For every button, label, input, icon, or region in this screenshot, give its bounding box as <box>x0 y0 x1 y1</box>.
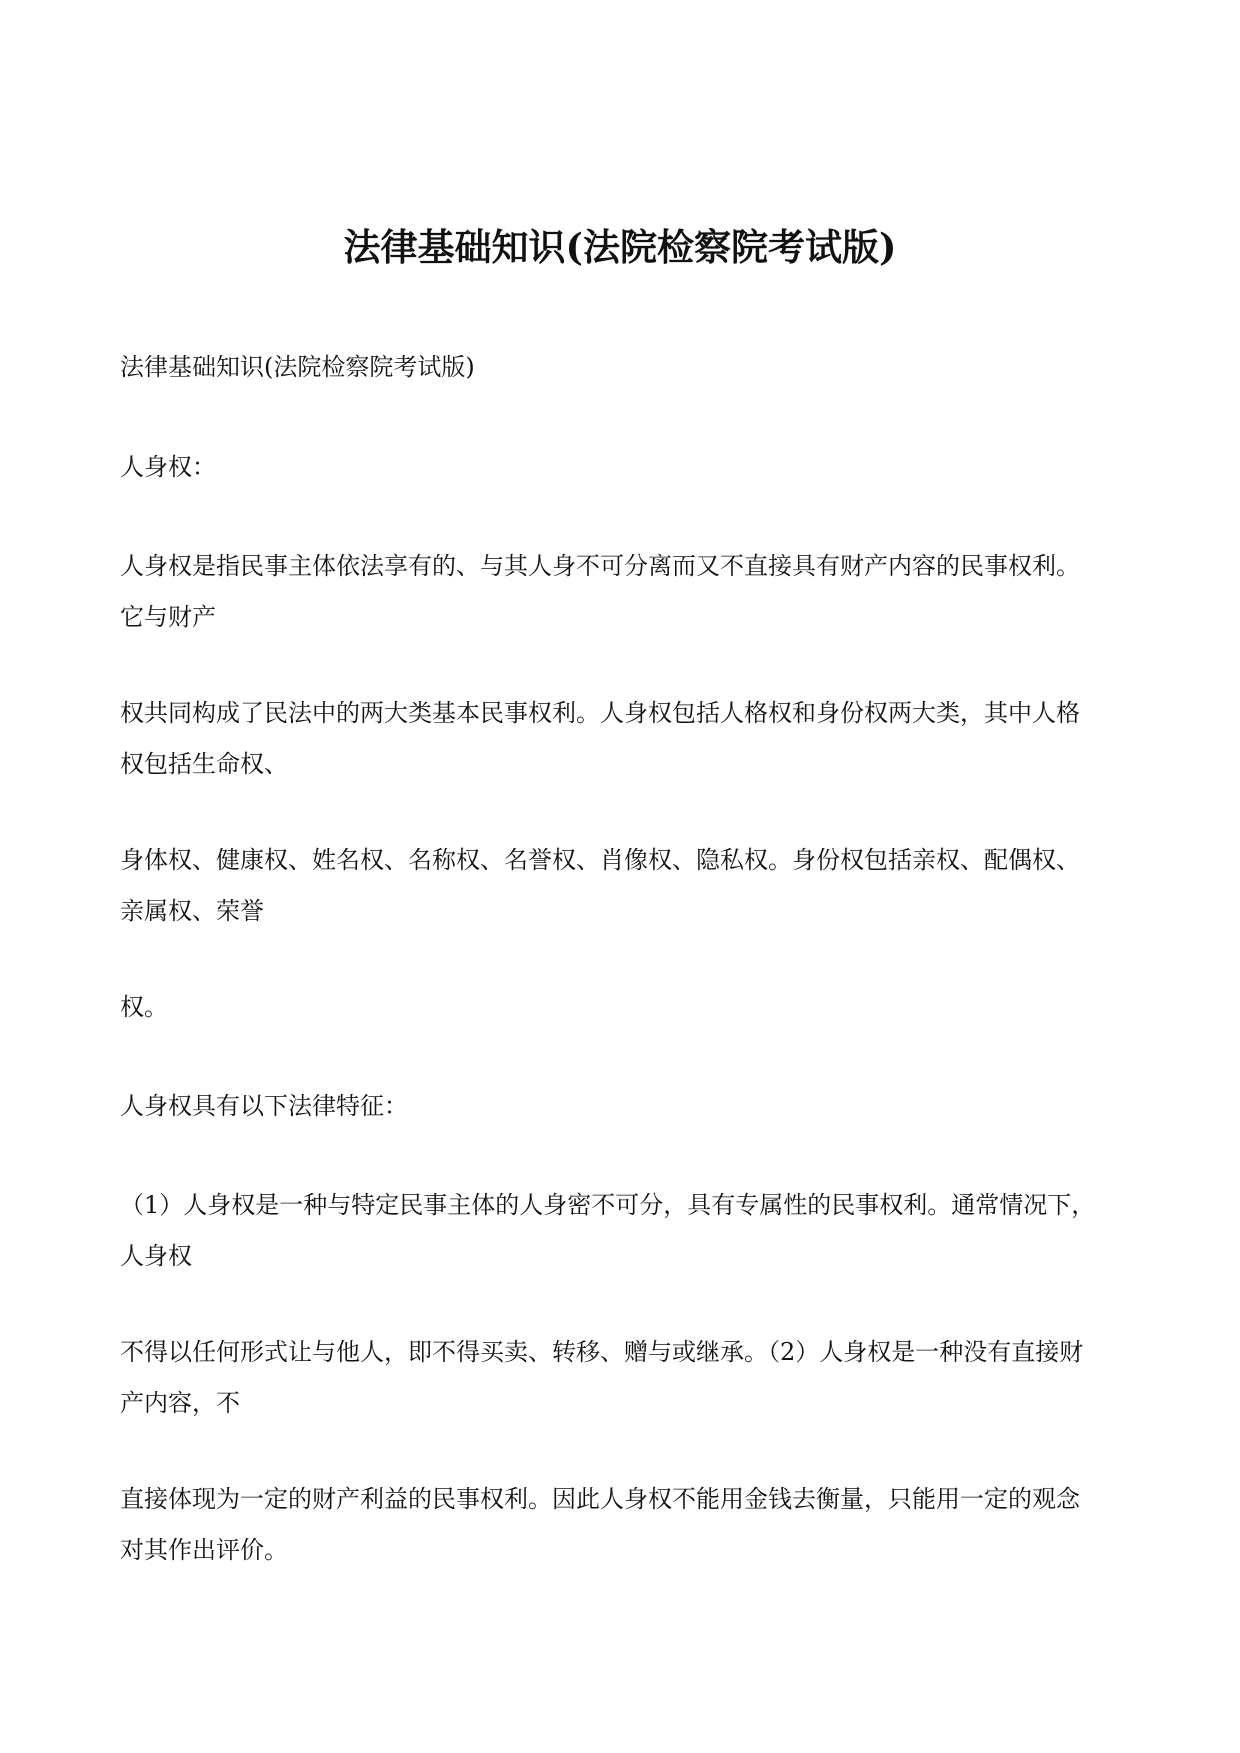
paragraph-feature-1 <box>120 1180 1130 1282</box>
paragraph-line: 权包括生命权、 <box>120 750 288 778</box>
paragraph-line: 法律基础知识(法院检察院考试版) <box>120 353 475 381</box>
paragraph-rights-end <box>120 982 1130 1033</box>
paragraph-definition <box>120 541 1130 643</box>
paragraph-line: 亲属权、荣誉 <box>120 897 264 925</box>
paragraph-feature-2 <box>120 1327 1130 1429</box>
paragraph-line: 人身权 <box>120 1242 192 1270</box>
paragraph-line: 人身权具有以下法律特征： <box>120 1092 408 1120</box>
document-title: 法律基础知识(法院检察院考试版) <box>343 225 897 269</box>
paragraph-line: 对其作出评价。 <box>120 1536 288 1564</box>
paragraph-line: 身体权、健康权、姓名权、名称权、名誉权、肖像权、隐私权。身份权包括亲权、配偶权、 <box>120 846 1080 874</box>
paragraph-line: （1）人身权是一种与特定民事主体的人身密不可分，具有专属性的民事权利。通常情况下， <box>120 1191 1096 1219</box>
paragraph-line: 产内容，不 <box>120 1389 240 1417</box>
paragraph-rights-list <box>120 835 1130 937</box>
paragraph-line: 权共同构成了民法中的两大类基本民事权利。人身权包括人格权和身份权两大类，其中人格 <box>120 699 1080 727</box>
paragraph-classification <box>120 688 1130 790</box>
paragraph-line: 它与财产 <box>120 603 216 631</box>
paragraph-line: 人身权是指民事主体依法享有的、与其人身不可分离而又不直接具有财产内容的民事权利。 <box>120 552 1080 580</box>
paragraph-line: 人身权： <box>120 453 216 481</box>
paragraph-line: 权。 <box>120 993 168 1021</box>
paragraph-subtitle <box>120 342 1130 393</box>
paragraph-heading-personal-rights <box>120 442 1130 493</box>
paragraph-line: 直接体现为一定的财产利益的民事权利。因此人身权不能用金钱去衡量，只能用一定的观念 <box>120 1485 1080 1513</box>
paragraph-features-heading <box>120 1081 1130 1132</box>
paragraph-feature-2-cont <box>120 1474 1130 1576</box>
paragraph-line: 不得以任何形式让与他人，即不得买卖、转移、赠与或继承。（2）人身权是一种没有直接财 <box>120 1338 1084 1366</box>
